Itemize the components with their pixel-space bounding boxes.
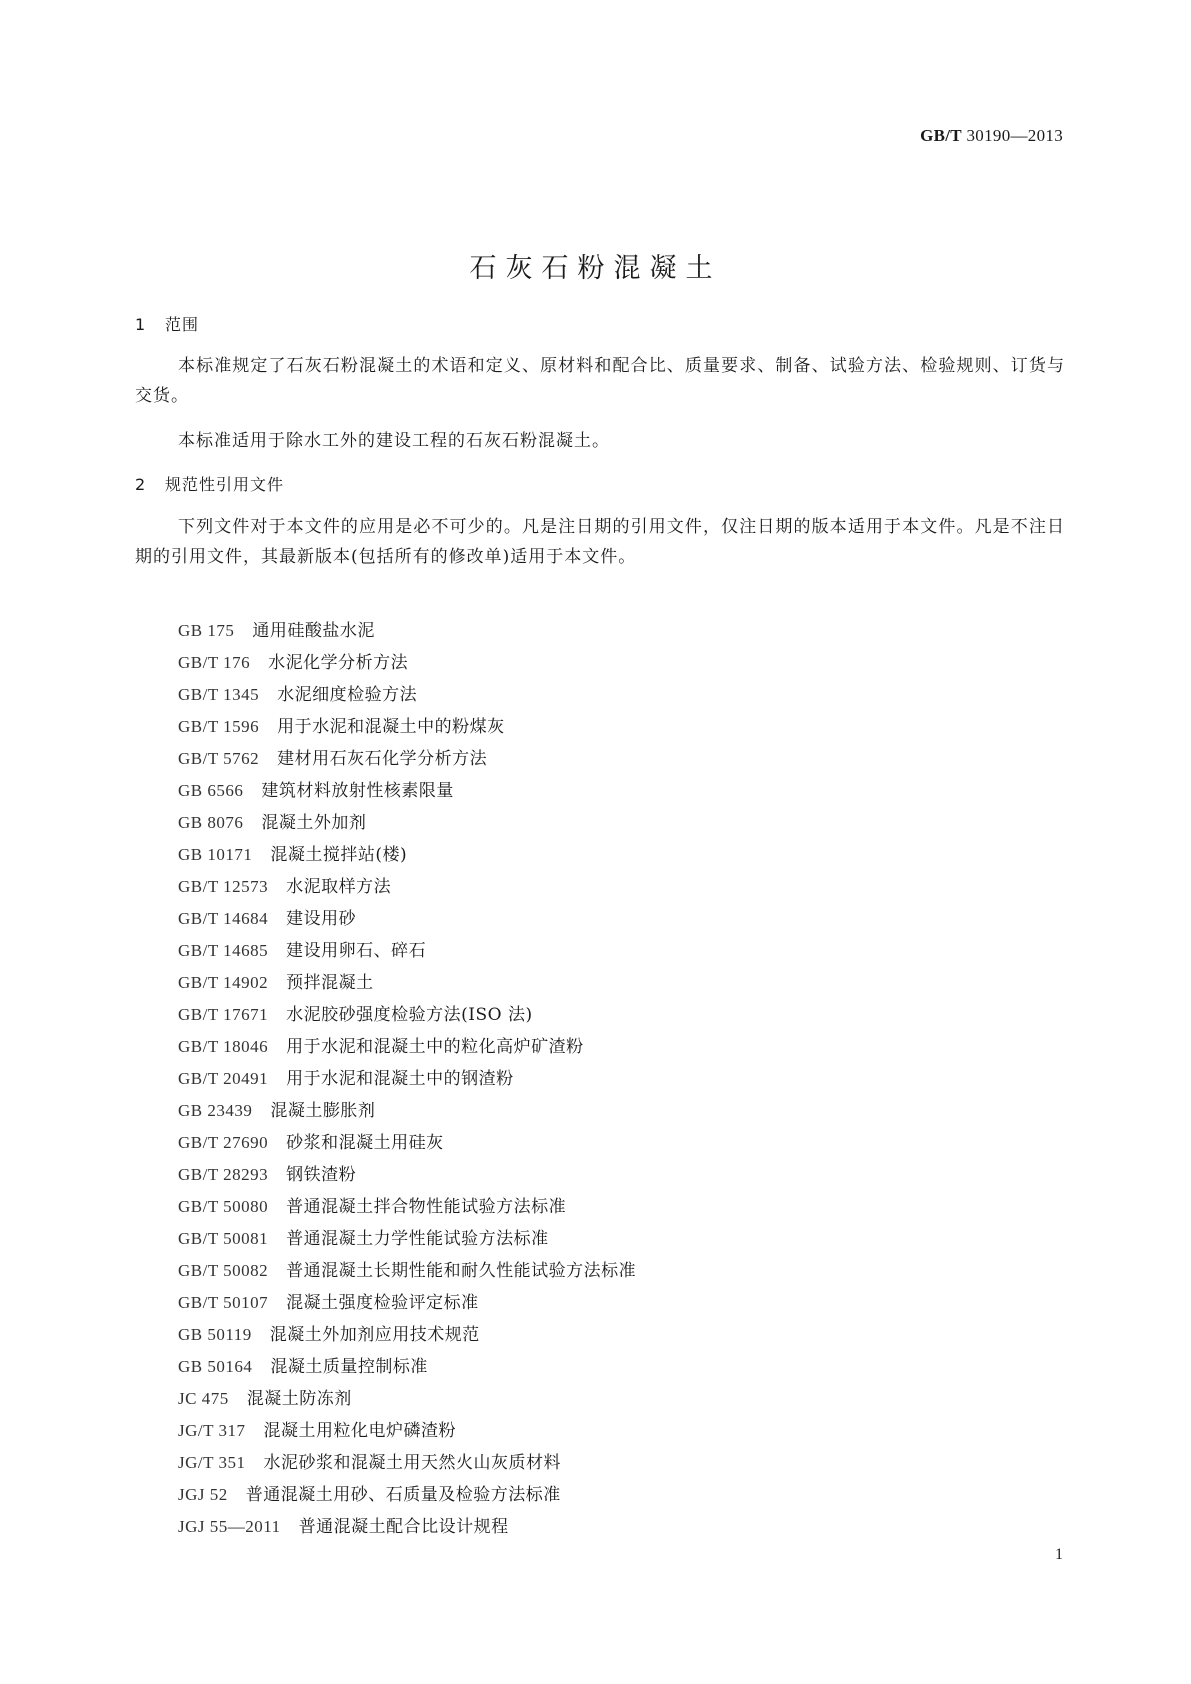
- reference-title: 水泥胶砂强度检验方法(ISO 法): [286, 1005, 533, 1025]
- reference-item: [178, 967, 636, 999]
- reference-title: 通用硅酸盐水泥: [252, 621, 375, 641]
- reference-item: [178, 999, 636, 1031]
- reference-item: [178, 1319, 636, 1351]
- reference-code: GB/T 18046: [178, 1037, 269, 1056]
- reference-code: JG/T 351: [178, 1453, 246, 1472]
- reference-item: [178, 1511, 636, 1543]
- reference-title: 水泥取样方法: [286, 877, 392, 897]
- standard-code: [920, 126, 1063, 146]
- reference-item: [178, 935, 636, 967]
- reference-code: GB/T 5762: [178, 749, 260, 768]
- reference-code: JG/T 317: [178, 1421, 246, 1440]
- reference-item: [178, 711, 636, 743]
- standard-code-prefix: GB/T: [920, 126, 962, 145]
- reference-item: [178, 903, 636, 935]
- document-title: 石灰石粉混凝土: [469, 253, 722, 285]
- reference-title: 普通混凝土长期性能和耐久性能试验方法标准: [286, 1261, 637, 1281]
- reference-item: [178, 1031, 636, 1063]
- reference-item: [178, 775, 636, 807]
- reference-code: GB/T 14685: [178, 941, 269, 960]
- reference-title: 建材用石灰石化学分析方法: [277, 749, 488, 769]
- reference-title: 用于水泥和混凝土中的钢渣粉: [286, 1069, 514, 1089]
- reference-item: [178, 679, 636, 711]
- reference-title: 混凝土强度检验评定标准: [286, 1293, 479, 1313]
- reference-item: [178, 1351, 636, 1383]
- reference-code: GB 175: [178, 621, 235, 640]
- reference-title: 建筑材料放射性核素限量: [261, 781, 454, 801]
- reference-code: GB/T 28293: [178, 1165, 269, 1184]
- reference-code: GB/T 1345: [178, 685, 260, 704]
- reference-title: 水泥化学分析方法: [268, 653, 409, 673]
- reference-code: GB/T 50082: [178, 1261, 269, 1280]
- reference-item: [178, 1447, 636, 1479]
- reference-title: 混凝土外加剂应用技术规范: [269, 1325, 480, 1345]
- reference-item: [178, 647, 636, 679]
- reference-code: JGJ 55—2011: [178, 1517, 281, 1536]
- reference-item: [178, 1223, 636, 1255]
- reference-code: GB/T 20491: [178, 1069, 269, 1088]
- normative-intro-paragraph: 下列文件对于本文件的应用是必不可少的。凡是注日期的引用文件，仅注日期的版本适用于本文件。凡是不注日期的引用文件，其最新版本(包括所有的修改单)适用于本文件。: [135, 517, 1065, 567]
- section-number: 2: [135, 475, 147, 494]
- reference-title: 建设用砂: [286, 909, 357, 929]
- reference-item: [178, 871, 636, 903]
- reference-code: GB 8076: [178, 813, 244, 832]
- page-number: 1: [1055, 1546, 1063, 1563]
- reference-title: 混凝土外加剂: [261, 813, 367, 833]
- reference-code: GB/T 17671: [178, 1005, 269, 1024]
- reference-item: [178, 807, 636, 839]
- section-heading-scope: [135, 312, 199, 335]
- section-number: 1: [135, 315, 147, 334]
- reference-code: GB/T 12573: [178, 877, 269, 896]
- reference-title: 砂浆和混凝土用硅灰: [286, 1133, 444, 1153]
- reference-title: 水泥砂浆和混凝土用天然火山灰质材料: [263, 1453, 561, 1473]
- section-heading-normative-references: [135, 472, 284, 495]
- reference-code: GB/T 27690: [178, 1133, 269, 1152]
- reference-title: 普通混凝土拌合物性能试验方法标准: [286, 1197, 567, 1217]
- reference-title: 用于水泥和混凝土中的粉煤灰: [277, 717, 505, 737]
- reference-item: [178, 615, 636, 647]
- reference-item: [178, 743, 636, 775]
- section-title: 范围: [165, 315, 200, 334]
- reference-title: 用于水泥和混凝土中的粒化高炉矿渣粉: [286, 1037, 584, 1057]
- reference-code: GB 10171: [178, 845, 253, 864]
- reference-title: 建设用卵石、碎石: [286, 941, 427, 961]
- reference-item: [178, 1415, 636, 1447]
- reference-code: GB/T 50081: [178, 1229, 269, 1248]
- reference-item: [178, 1095, 636, 1127]
- reference-title: 混凝土搅拌站(楼): [270, 845, 408, 865]
- reference-code: JGJ 52: [178, 1485, 228, 1504]
- reference-list: [178, 615, 636, 1543]
- reference-code: GB/T 1596: [178, 717, 260, 736]
- reference-title: 混凝土防冻剂: [246, 1389, 352, 1409]
- reference-title: 预拌混凝土: [286, 973, 374, 993]
- reference-item: [178, 1287, 636, 1319]
- reference-title: 普通混凝土用砂、石质量及检验方法标准: [245, 1485, 561, 1505]
- scope-paragraph: 本标准适用于除水工外的建设工程的石灰石粉混凝土。: [178, 431, 610, 451]
- reference-code: JC 475: [178, 1389, 229, 1408]
- scope-paragraph: 本标准规定了石灰石粉混凝土的术语和定义、原材料和配合比、质量要求、制备、试验方法、检验规则、订货与交货。: [135, 356, 1065, 406]
- reference-title: 普通混凝土配合比设计规程: [298, 1517, 509, 1537]
- reference-code: GB/T 176: [178, 653, 251, 672]
- reference-code: GB 6566: [178, 781, 244, 800]
- reference-item: [178, 839, 636, 871]
- reference-item: [178, 1383, 636, 1415]
- reference-item: [178, 1063, 636, 1095]
- reference-item: [178, 1127, 636, 1159]
- reference-title: 混凝土膨胀剂: [270, 1101, 376, 1121]
- reference-code: GB/T 50080: [178, 1197, 269, 1216]
- reference-code: GB/T 14902: [178, 973, 269, 992]
- reference-title: 普通混凝土力学性能试验方法标准: [286, 1229, 549, 1249]
- reference-item: [178, 1159, 636, 1191]
- reference-title: 混凝土用粒化电炉磷渣粉: [263, 1421, 456, 1441]
- reference-code: GB/T 14684: [178, 909, 269, 928]
- reference-code: GB 23439: [178, 1101, 253, 1120]
- section-title: 规范性引用文件: [165, 475, 285, 494]
- reference-item: [178, 1191, 636, 1223]
- standard-code-number: 30190—2013: [966, 126, 1063, 145]
- reference-title: 混凝土质量控制标准: [270, 1357, 428, 1377]
- reference-code: GB 50164: [178, 1357, 253, 1376]
- reference-item: [178, 1479, 636, 1511]
- reference-item: [178, 1255, 636, 1287]
- reference-code: GB 50119: [178, 1325, 252, 1344]
- reference-title: 水泥细度检验方法: [277, 685, 418, 705]
- reference-title: 钢铁渣粉: [286, 1165, 357, 1185]
- reference-code: GB/T 50107: [178, 1293, 269, 1312]
